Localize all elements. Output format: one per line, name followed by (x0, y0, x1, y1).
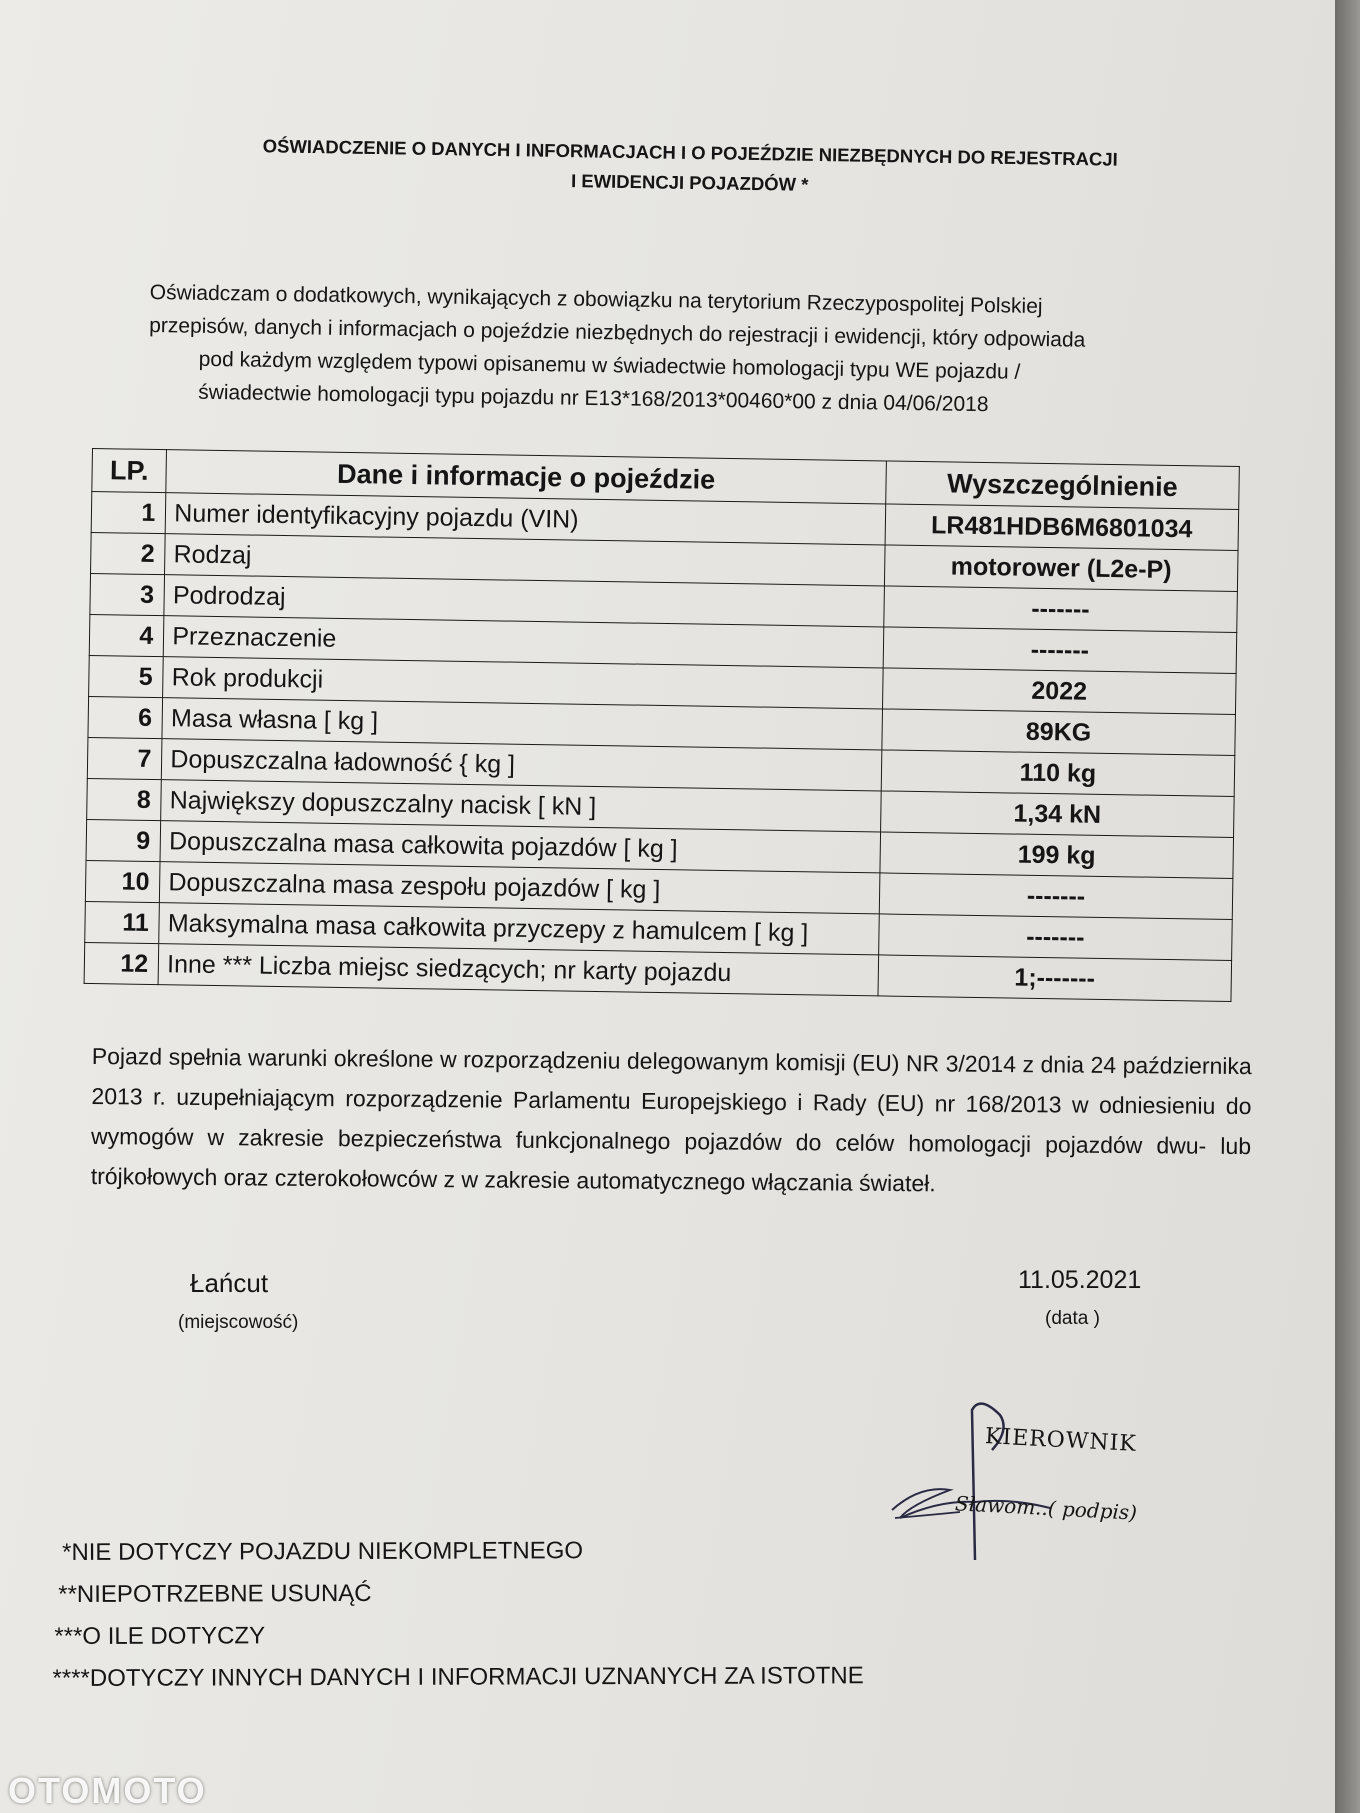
row-desc: Masa własna [ kg ] (162, 698, 882, 750)
row-desc: Przeznaczenie (164, 616, 884, 668)
row-val: ------- (884, 586, 1238, 633)
row-val: motorower (L2e-P) (884, 545, 1238, 592)
row-lp: 10 (85, 860, 160, 902)
title-line-2: I EWIDENCJI POJAZDÓW * (570, 170, 809, 195)
row-val: 1;------- (878, 955, 1232, 1002)
compliance-paragraph: Pojazd spełnia warunki określone w rozporządzeniu delegowanym komisji (EU) NR 3/2014 z dnia 24 października 2013 r. uzupełniającym rozporządzenie Parlamentu Europejskiego i Rady (EU) nr 168/2013 w odniesieniu do wymogów w zakresie bezpieczeństwa funkcjonalnego pojazdów do celów homologacji pojazdów dwu- lub trójkołowych oraz czterokołowców z w zakresie automatycznego włączania świateł. (90, 1042, 1252, 1197)
row-val: 89KG (882, 709, 1236, 756)
footnotes (52, 1529, 864, 1700)
row-lp: 2 (91, 532, 166, 574)
row-desc: Największy dopuszczalny nacisk [ kN ] (161, 780, 881, 832)
footnote: *NIE DOTYCZY POJAZDU NIEKOMPLETNEGO (62, 1537, 584, 1566)
row-desc: Rok produkcji (163, 657, 883, 709)
row-lp: 4 (89, 614, 164, 656)
header-val: Wyszczególnienie (886, 461, 1240, 510)
row-desc: Numer identyfikacyjny pojazdu (VIN) (165, 493, 885, 545)
intro-paragraph (148, 276, 1210, 425)
row-desc: Maksymalna masa całkowita przyczepy z hamulcem [ kg ] (159, 903, 879, 955)
footnote: ****DOTYCZY INNYCH DANYCH I INFORMACJI UZNANYCH ZA ISTOTNE (52, 1662, 864, 1693)
row-val: 1,34 kN (880, 791, 1234, 838)
row-lp: 12 (84, 942, 159, 984)
date-label: (data ) (1045, 1308, 1100, 1329)
row-val: ------- (879, 873, 1233, 920)
intro-line-4: świadectwie homologacji typu pojazdu nr E13*168/2013*00460*00 z dnia 04/06/2018 (197, 380, 989, 417)
row-val: 199 kg (880, 832, 1234, 879)
row-desc: Podrodzaj (164, 575, 884, 627)
signature-label: Sławom..( podpis) (954, 1491, 1138, 1525)
row-lp: 11 (85, 901, 160, 943)
intro-line-2: przepisów, danych i informacjach o pojeździe niezbędnych do rejestracji i ewidencji, który odpowiada (149, 313, 1086, 352)
page-edge (1335, 0, 1360, 1813)
row-val: 110 kg (881, 750, 1235, 797)
intro-line-1: Oświadczam o dodatkowych, wynikających z obowiązku na terytorium Rzeczypospolitej Polskiej (149, 280, 1043, 319)
row-val: 2022 (882, 668, 1236, 715)
header-lp: LP. (92, 449, 167, 493)
row-lp: 7 (87, 737, 162, 779)
row-desc: Dopuszczalna ładowność { kg ] (162, 739, 882, 791)
row-desc: Rodzaj (165, 534, 885, 586)
header-desc: Dane i informacje o pojeździe (166, 450, 886, 504)
footnote: **NIEPOTRZEBNE USUNĄĆ (58, 1579, 372, 1609)
row-val: ------- (883, 627, 1237, 674)
otomoto-watermark: OTOMOTO (8, 1770, 207, 1811)
vehicle-data-table (84, 448, 1240, 1002)
signature-scribble (880, 1390, 1140, 1570)
date-value: 11.05.2021 (1018, 1266, 1142, 1294)
stamp-title: KIEROWNIK (984, 1424, 1138, 1457)
row-lp: 6 (88, 696, 163, 738)
row-val: ------- (878, 914, 1232, 961)
row-desc: Inne *** Liczba miejsc siedzących; nr karty pojazdu (158, 944, 878, 996)
row-lp: 3 (90, 573, 165, 615)
row-val: LR481HDB6M6801034 (885, 504, 1239, 551)
place-label: (miejscowość) (178, 1312, 299, 1333)
row-lp: 8 (87, 778, 162, 820)
row-desc: Dopuszczalna masa zespołu pojazdów [ kg ] (160, 862, 880, 914)
row-lp: 5 (89, 655, 164, 697)
footnote: ***O ILE DOTYCZY (54, 1622, 266, 1651)
place-value: Łańcut (190, 1268, 269, 1298)
row-lp: 9 (86, 819, 161, 861)
intro-line-3: pod każdym względem typowi opisanemu w świadectwie homologacji typu WE pojazdu / (198, 347, 1021, 384)
row-desc: Dopuszczalna masa całkowita pojazdów [ kg ] (160, 821, 880, 873)
row-lp: 1 (91, 492, 166, 534)
title-line-1: OŚWIADCZENIE O DANYCH I INFORMACJACH I O POJEŹDZIE NIEZBĘDNYCH DO REJESTRACJI (262, 135, 1118, 170)
